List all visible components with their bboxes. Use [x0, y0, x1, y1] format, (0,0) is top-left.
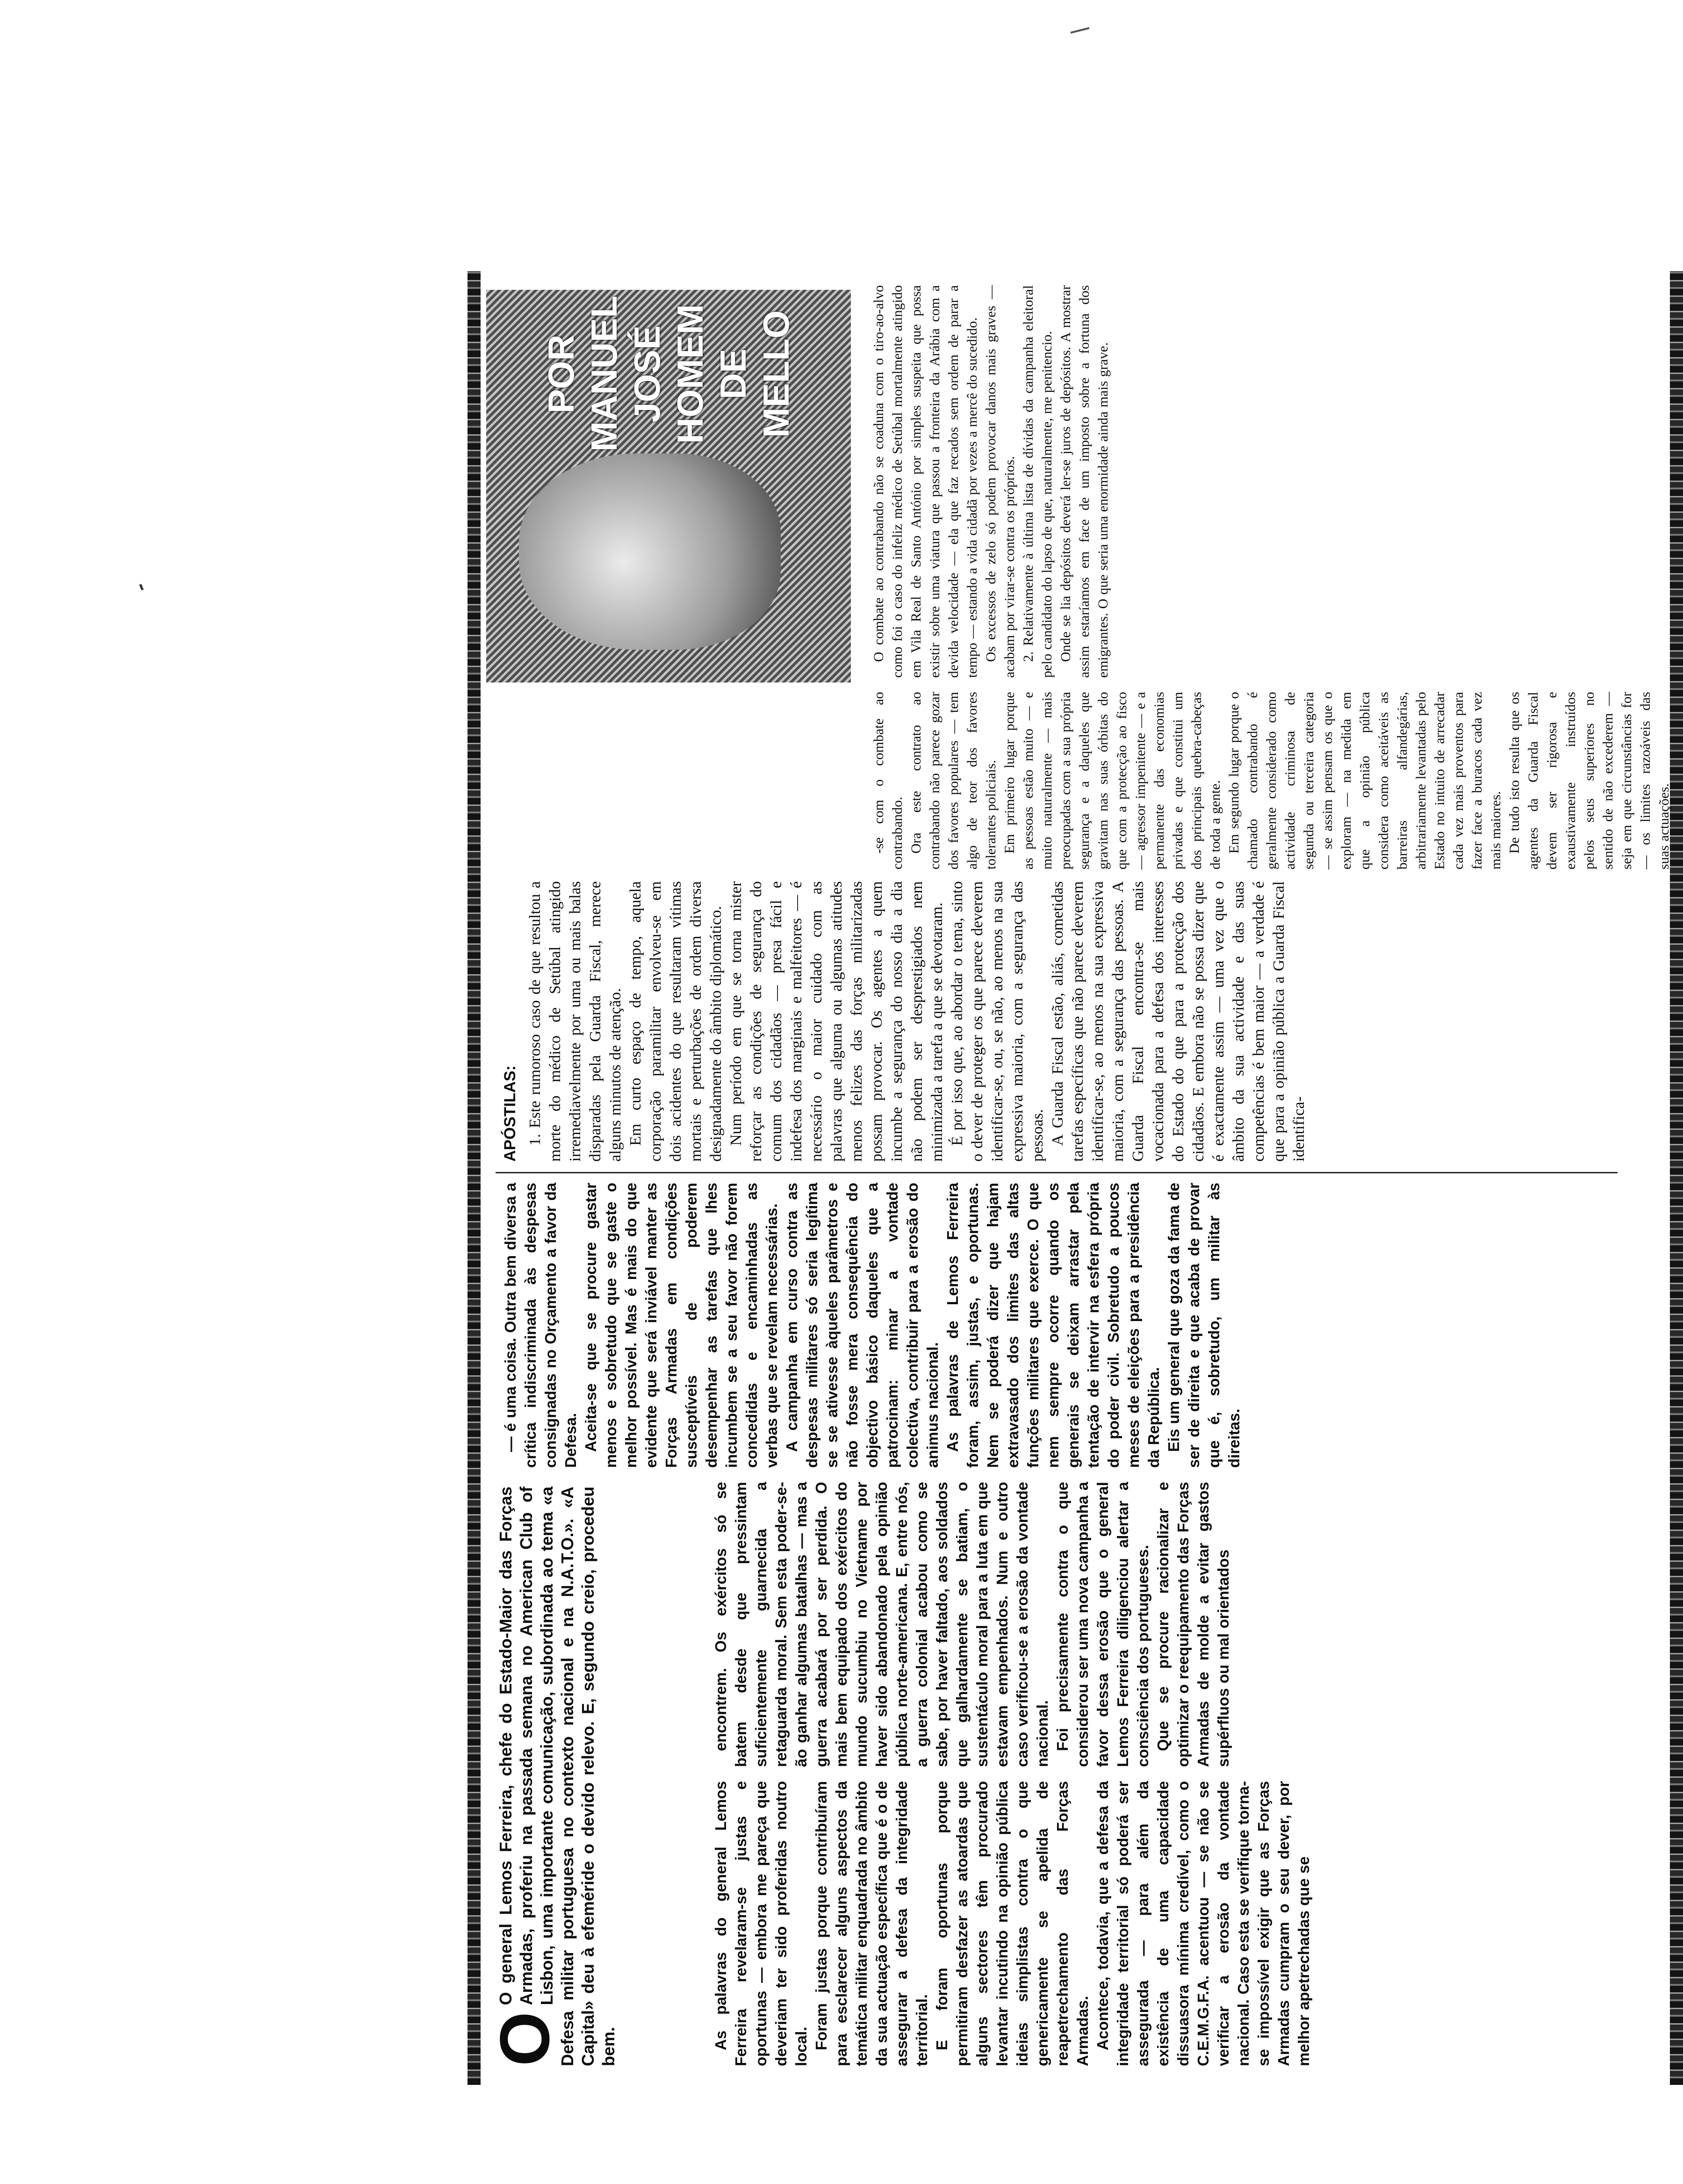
- paragraph: As palavras de Lemos Ferreira foram, assim, justas, e oportunas. Nem se poderá dizer que hajam extravasado dos limites das altas funções militares que exerce. O que nem sempre ocorre quando os generais se deixam arrastar pela tentação de intervir na esfera própria do poder civil. Sobretudo a poucos meses de eleições para a presidência da República.: [944, 1183, 1162, 1468]
- paragraph: Que se procure racionalizar e optimizar o reequipamento das Forças Armadas de molde a evitar gastos supérfluos ou mal orientados: [1154, 1482, 1232, 1767]
- article-lead: [485, 1487, 619, 2066]
- paragraph: A Guarda Fiscal estão, aliás, cometidas tarefas específicas que não parece deverem identificar-se, ao menos na sua expressiva maioria, com a segurança das pessoas. A Guarda Fiscal encontra-se mais vocacionada para a defesa dos interesses do Estado do que para a protecção dos cidadãos. E embora não se possa dizer que é exactamente assim — uma vez que o âmbito da sua actividade e das suas competências é bem maior — a verdade é que para a opinião pública a Guarda Fiscal identifica-: [1049, 881, 1308, 1162]
- column-2: [711, 1482, 1233, 1767]
- column-4: [500, 881, 1309, 1162]
- author-portrait: [519, 453, 781, 650]
- column-1: [711, 1781, 1314, 2066]
- paragraph: O combate ao contrabando não se coaduna com o tiro-ao-alvo como foi o caso do infeliz médico de Setúbal mortalmente atingido em Vila Real de Santo António por simples suspeita que possa existir sobre uma viatura que passou a fronteira da Arábia com a devida velocidade — ela que faz recados sem ordem de parar a tempo — estando a vida cidadã por vezes a mercê do sucedido.: [871, 285, 980, 678]
- paragraph: Em segundo lugar porque o chamado contrabando é geralmente considerado como actividade criminosa de segunda ou terceira categoria — se assim pensam os que o exploram — na medida em que a opinião pública considera como aceitáveis as barreiras alfandegárias, arbitrariamente levantadas pelo Estado no intuito de arrecadar cada vez mais proventos para fazer face a buracos cada vez mais maiores.: [1226, 692, 1503, 869]
- paragraph: — é uma coisa. Outra bem diversa a crítica indiscriminada às despesas consignadas no Orçamento a favor da Defesa.: [502, 1183, 579, 1468]
- column-divider: [496, 1172, 1618, 1173]
- bottom-rule: [1670, 271, 1683, 2085]
- paragraph: Eis um general que goza da fama de ser de direita e que acaba de provar que é, sobretudo, um militar às direitas.: [1165, 1183, 1243, 1468]
- byline: [505, 295, 832, 452]
- paragraph: Ora este contrato ao contrabando não parece gozar dos favores populares — tem algo de teor dos favores tolerantes policiais.: [908, 692, 999, 869]
- lead-text: O general Lemos Ferreira, chefe do Estado-Maior das Forças Armadas, proferiu na passada semana no American Club of Lisbon, uma importante comunicação, subordinada ao tema «a Defesa militar portuguesa no contexto nacional e na N.A.T.O.». «A Capital» deu à efeméride o devido relevo. E, segundo creio, procedeu bem.: [496, 1487, 618, 2066]
- paragraph: As palavras do general Lemos Ferreira revelaram-se justas e oportunas — embora me pareça que deveriam ter sido proferidas noutro local.: [712, 1781, 810, 2066]
- paragraph: encontrem. Os exércitos só se batem desde que pressintam suficientemente guarnecida a retaguarda moral. Sem esta poder-se-ão ganhar algumas batalhas — mas a guerra acabará por ser perdida. O mais bem equipado dos exércitos do mundo sucumbiu no Vietname por haver sido abandonado pela opinião pública norte-americana. E, entre nós, a guerra colonial acabou como se sabe, por haver faltado, aos soldados que galhardamente se batiam, o sustentáculo moral para a luta em que estavam empenhados. Num e outro caso verificou-se a erosão da vontade nacional.: [712, 1482, 1051, 1767]
- scan-mark-dot: [140, 584, 143, 590]
- paragraph: A campanha em curso contra as despesas militares só seria legítima se se ativesse àqueles parâmetros e não fosse mera consequência do objectivo básico daqueles que a patrocinam: minar a vontade colectiva, contribuir para a erosão do animus nacional.: [783, 1183, 941, 1468]
- paragraph: Foi precisamente contra o que considerou ser uma nova campanha a favor dessa erosão que o general Lemos Ferreira diligenciou alertar a consciência dos portugueses.: [1054, 1482, 1151, 1767]
- paragraph: Foram justas porque contribuíram para esclarecer alguns aspectos da temática militar enquadrada no âmbito da sua actuação específica que é o de assegurar a defesa da integridade territorial.: [813, 1781, 930, 2066]
- paragraph: E foram oportunas porque permitiram desfazer as atoardas que alguns sectores têm procurado levantar incutindo na opinião pública ideias simplistas contra o que genericamente se apelida de reapetrechamento das Forças Armadas.: [933, 1781, 1091, 2066]
- paragraph: É por isso que, ao abordar o tema, sinto o dever de proteger os que parece deverem identificar-se, ou, se não, ao menos na sua expressiva maioria, com a segurança das pessoas.: [949, 881, 1046, 1162]
- top-rule: [468, 271, 481, 2085]
- paragraph: Em curto espaço de tempo, aquela corporação paramilitar envolveu-se em dois acidentes do que resultaram vítimas mortais e perturbações de ordem diversa designadamente do âmbito diplomático.: [627, 881, 725, 1162]
- paragraph: Num período em que se torna mister reforçar as condições de segurança do comum dos cidadãos — presa fácil e indefesa dos marginais e malfeitores — é necessário o maior cuidado com as palavras que alguma ou algumas atitudes menos felizes das forças militarizadas possam provocar. Os agentes a quem incumbe a segurança do nosso dia a dia não podem ser desprestigiados nem minimizada a tarefa a que se devotaram.: [727, 881, 946, 1162]
- byline-line: POR: [540, 334, 582, 414]
- paragraph: Os excessos de zelo só podem provocar danos mais graves — acabam por virar-se contra os próprios.: [983, 285, 1017, 678]
- paragraph: Onde se lia depósitos deverá ler-se juros de depósitos. A mostrar assim estaríamos em face de um imposto sobre a fortuna dos emigrantes. O que seria uma enormidade ainda mais grave.: [1058, 285, 1111, 678]
- author-photo: [486, 290, 851, 682]
- paragraph: 1. Este rumoroso caso de que resultou a morte do médico de Setúbal atingido irremediavelmente por uma ou mais balas disparadas pela Guarda Fiscal, merece alguns minutos de atenção.: [526, 881, 624, 1162]
- column-3: [500, 1183, 1244, 1468]
- scan-mark-top: [1071, 28, 1089, 33]
- paragraph: De tudo isto resulta que os agentes da Guarda Fiscal devem ser rigorosa e exaustivamente instruídos pelos seus superiores no sentido de não excederem — seja em que circunstâncias for — os limites razoáveis das suas actuações.: [1507, 692, 1672, 869]
- paragraph: Em primeiro lugar porque as pessoas estão muito — e muito naturalmente — mais preocupadas com a sua própria segurança e a daqueles que gravitam nas suas órbitas do que com a protecção ao fisco — agressor impenitente — e a permanente das economias privadas e que constitui um dos principais quebra-cabeças de toda a gente.: [1002, 692, 1223, 869]
- section-title-apostilas: APÓSTILAS:: [501, 1065, 519, 1162]
- paragraph: Acontece, todavia, que a defesa da integridade territorial só poderá ser assegurada — para além da existência de uma capacidade dissuasora mínima credível, como o C.E.M.G.F.A. acentuou — se não se verificar a erosão da vontade nacional. Caso esta se verifique torna-se impossível exigir que as Forças Armadas cumpram o seu dever, por melhor apetrechadas que se: [1094, 1781, 1312, 2066]
- column-5: [870, 692, 1674, 869]
- byline-line: HOMEM: [669, 304, 711, 444]
- paragraph: Aceita-se que se procure gastar menos e sobretudo que se gaste o melhor possível. Mas é mais do que evidente que será inviável manter as Forças Armadas em condições susceptíveis de poderem desempenhar as tarefas que lhes incumbem se a seu favor não forem concedidas e encaminhadas as verbas que se revelam necessárias.: [582, 1183, 780, 1468]
- drop-cap: O: [485, 2012, 564, 2066]
- byline-line: DE MELLO: [712, 310, 797, 438]
- paragraph: -se com o combate ao contrabando.: [871, 692, 905, 869]
- byline-line: MANUEL JOSÉ: [583, 295, 668, 452]
- newspaper-clipping: [468, 271, 1683, 2085]
- paragraph: 2. Relativamente à última lista de dívidas da campanha eleitoral pelo candidato do lapso de que, naturalmente, me penitencio.: [1021, 285, 1055, 678]
- column-6: [870, 285, 1113, 678]
